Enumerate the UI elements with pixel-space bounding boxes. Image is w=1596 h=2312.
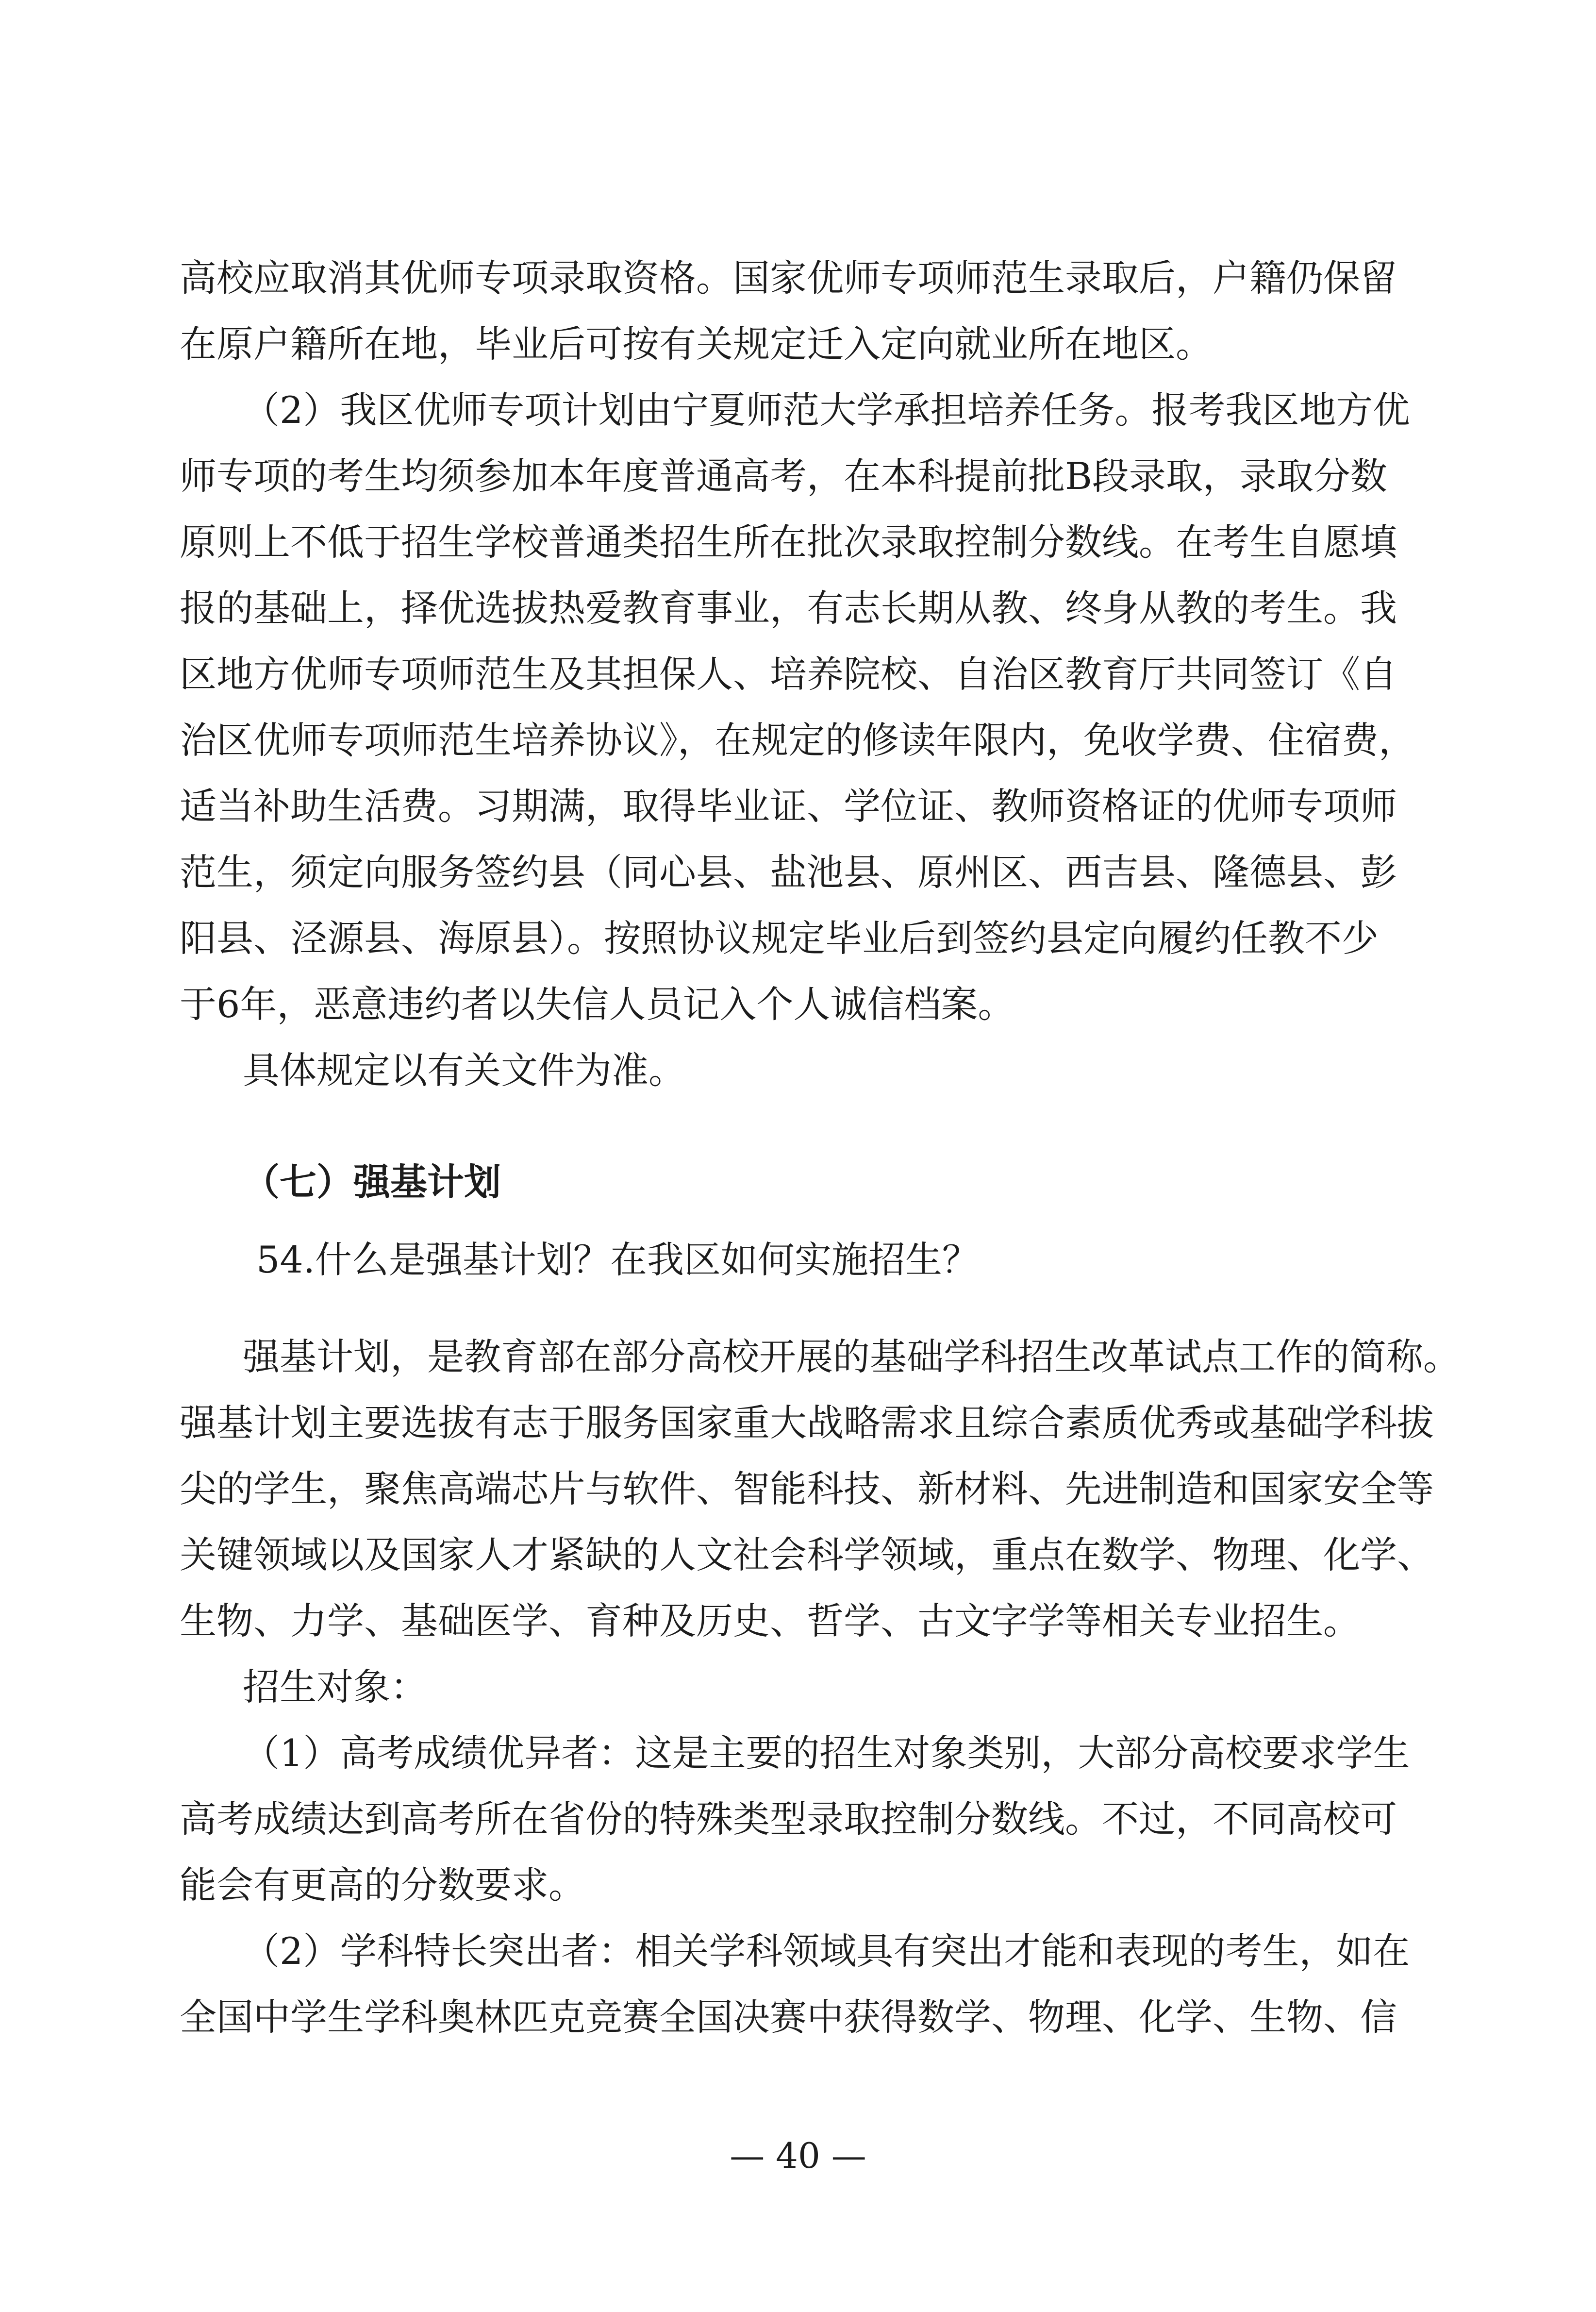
text-line: 关键领域以及国家人才紧缺的人文社会科学领域，重点在数学、物理、化学、	[180, 1533, 1434, 1576]
text-line: （2）学科特长突出者：相关学科领域具有突出才能和表现的考生，如在	[243, 1929, 1410, 1973]
text-line: 招生对象：	[243, 1665, 427, 1709]
text-line: 具体规定以有关文件为准。	[243, 1049, 685, 1092]
text-line: 范生，须定向服务签约县（同心县、盐池县、原州区、西吉县、隆德县、彭	[180, 851, 1397, 894]
section-heading: （七）强基计划	[243, 1160, 501, 1204]
text-line: 能会有更高的分数要求。	[180, 1863, 585, 1907]
text-line: （1）高考成绩优异者：这是主要的招生对象类别，大部分高校要求学生	[243, 1731, 1410, 1775]
text-line: 原则上不低于招生学校普通类招生所在批次录取控制分数线。在考生自愿填	[180, 520, 1397, 564]
text-line: 强基计划，是教育部在部分高校开展的基础学科招生改革试点工作的简称。	[243, 1335, 1460, 1378]
page-number: — 40 —	[730, 2135, 866, 2176]
text-line: 区地方优师专项师范生及其担保人、培养院校、自治区教育厅共同签订《自	[180, 653, 1397, 696]
question-heading: 54.什么是强基计划？在我区如何实施招生？	[256, 1238, 979, 1281]
text-line: 于6年，恶意违约者以失信人员记入个人诚信档案。	[180, 983, 1015, 1026]
text-line: 治区优师专项师范生培养协议》，在规定的修读年限内，免收学费、住宿费，	[180, 719, 1415, 762]
text-line: 师专项的考生均须参加本年度普通高考，在本科提前批B段录取，录取分数	[180, 454, 1387, 498]
text-line: 适当补助生活费。习期满，取得毕业证、学位证、教师资格证的优师专项师	[180, 785, 1397, 828]
text-line: 高校应取消其优师专项录取资格。国家优师专项师范生录取后，户籍仍保留	[180, 256, 1397, 300]
text-line: 在原户籍所在地，毕业后可按有关规定迁入定向就业所在地区。	[180, 322, 1213, 366]
text-line: 高考成绩达到高考所在省份的特殊类型录取控制分数线。不过，不同高校可	[180, 1797, 1397, 1841]
text-line: 强基计划主要选拔有志于服务国家重大战略需求且综合素质优秀或基础学科拔	[180, 1401, 1434, 1444]
text-line: 报的基础上，择优选拔热爱教育事业，有志长期从教、终身从教的考生。我	[180, 586, 1397, 630]
text-line: 阳县、泾源县、海原县）。按照协议规定毕业后到签约县定向履约任教不少	[180, 917, 1379, 960]
text-line: 全国中学生学科奥林匹克竞赛全国决赛中获得数学、物理、化学、生物、信	[180, 1995, 1397, 2039]
text-line: （2）我区优师专项计划由宁夏师范大学承担培养任务。报考我区地方优	[243, 388, 1410, 432]
text-line: 生物、力学、基础医学、育种及历史、哲学、古文字学等相关专业招生。	[180, 1599, 1360, 1642]
text-line: 尖的学生，聚焦高端芯片与软件、智能科技、新材料、先进制造和国家安全等	[180, 1467, 1434, 1510]
